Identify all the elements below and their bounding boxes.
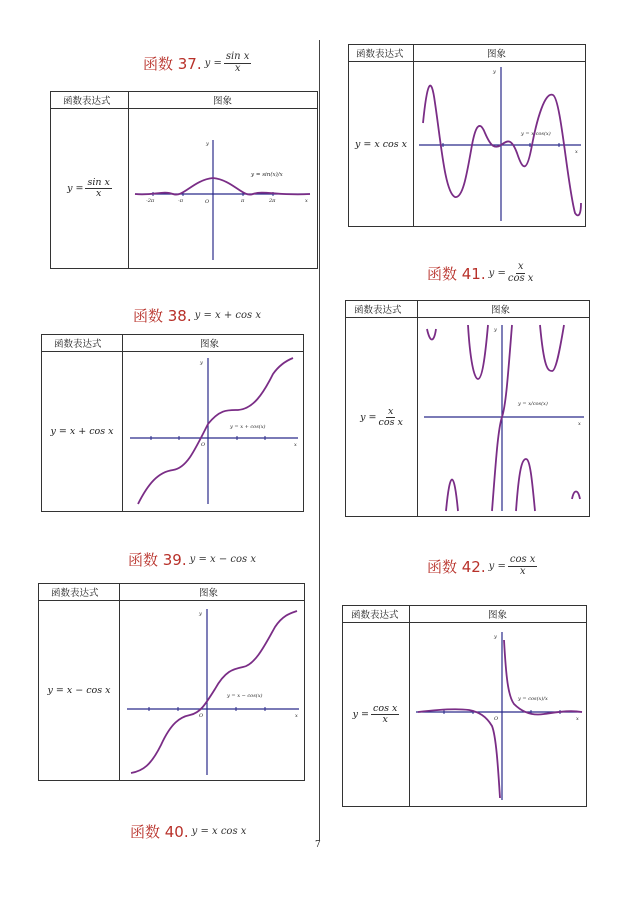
function-42-legend: y = cos(x)/x [518, 696, 548, 702]
svg-text:2π: 2π [269, 198, 276, 204]
function-38-expression: y = x + cos x [50, 426, 114, 437]
header-graph: 图象 [199, 588, 219, 599]
svg-text:-π: -π [178, 198, 183, 204]
svg-text:O: O [205, 199, 210, 205]
header-graph: 图象 [487, 49, 507, 60]
function-40-table [348, 44, 586, 227]
function-37-title: 函数 37. y = $\frac{\text{sin x}}{x}$ [143, 51, 250, 74]
header-graph: 图象 [213, 96, 233, 107]
function-37-legend: y = sin(x)/x [251, 172, 283, 178]
svg-text:y: y [494, 327, 497, 333]
function-39-graph [125, 605, 301, 777]
function-38-legend: y = x + cos(x) [230, 424, 266, 430]
function-42-formula: y = $\frac{\text{cos x}}{x}$ [488, 554, 536, 577]
function-38-formula: y = x + cos x [194, 310, 261, 321]
function-39-legend: y = x − cos(x) [227, 693, 263, 699]
function-40-legend: y = x·cos(x) [521, 131, 551, 137]
table-header [346, 301, 589, 318]
function-41-formula: y = $\frac{x}{\text{cos x}}$ [488, 261, 534, 284]
function-40-title: 函数 40. y = x cos x [130, 823, 247, 841]
function-42-table [342, 605, 587, 807]
table-header [349, 45, 585, 62]
table-header [39, 584, 304, 601]
function-40-expression: y = x cos x [354, 138, 408, 150]
function-39-formula: y = x − cos x [189, 554, 256, 565]
function-40-graph [417, 63, 583, 225]
svg-text:O: O [201, 442, 206, 448]
function-41-legend: y = x/cos(x) [518, 401, 548, 407]
function-41-table [345, 300, 590, 517]
header-expression: 函数表达式 [356, 49, 404, 60]
function-39-title: 函数 39. y = x − cos x [128, 551, 256, 569]
function-42-expression: y = $\frac{\text{cos x}}{x}$ [352, 703, 398, 725]
function-41-title: 函数 41. y = $\frac{x}{\text{cos x}}$ [427, 261, 534, 284]
page-number: 7 [315, 840, 321, 850]
header-expression: 函数表达式 [354, 305, 402, 316]
svg-text:-2π: -2π [146, 198, 155, 204]
function-42-title: 函数 42. y = $\frac{\text{cos x}}{x}$ [427, 554, 536, 577]
svg-text:y: y [493, 69, 496, 75]
svg-text:O: O [199, 713, 204, 719]
svg-text:y: y [206, 141, 209, 147]
function-40-formula: y = x cos x [191, 826, 247, 837]
column-divider [319, 40, 320, 840]
table-header [51, 92, 317, 109]
header-expression: 函数表达式 [54, 339, 102, 350]
header-expression: 函数表达式 [51, 588, 99, 599]
header-expression: 函数表达式 [351, 610, 399, 621]
function-38-table [41, 334, 304, 512]
svg-text:x: x [578, 421, 581, 427]
header-graph: 图象 [200, 339, 220, 350]
header-expression: 函数表达式 [63, 96, 111, 107]
function-38-graph [128, 354, 300, 508]
function-38-title: 函数 38. y = x + cos x [133, 307, 261, 325]
function-37-graph [133, 112, 313, 264]
svg-text:x: x [576, 716, 579, 722]
table-header [343, 606, 586, 623]
function-39-expression: y = x − cos x [47, 685, 111, 696]
function-37-table [50, 91, 318, 269]
svg-text:x: x [305, 198, 308, 204]
function-37-formula: y = $\frac{\text{sin x}}{x}$ [204, 51, 250, 74]
svg-text:x: x [295, 713, 298, 719]
function-42-graph [414, 626, 584, 802]
function-37-expression: y = $\frac{\text{sin x}}{x}$ [67, 177, 110, 199]
svg-text:y: y [494, 634, 497, 640]
svg-text:x: x [294, 442, 297, 448]
svg-text:π: π [241, 198, 245, 204]
function-39-table [38, 583, 305, 781]
table-header [42, 335, 303, 352]
svg-text:y: y [200, 360, 203, 366]
header-graph: 图象 [488, 610, 508, 621]
function-41-graph [422, 319, 586, 513]
svg-text:y: y [199, 611, 202, 617]
svg-text:O: O [494, 716, 499, 722]
svg-text:x: x [575, 149, 578, 155]
header-graph: 图象 [491, 305, 511, 316]
function-41-expression: y = $\frac{x}{\text{cos x}}$ [360, 405, 403, 428]
